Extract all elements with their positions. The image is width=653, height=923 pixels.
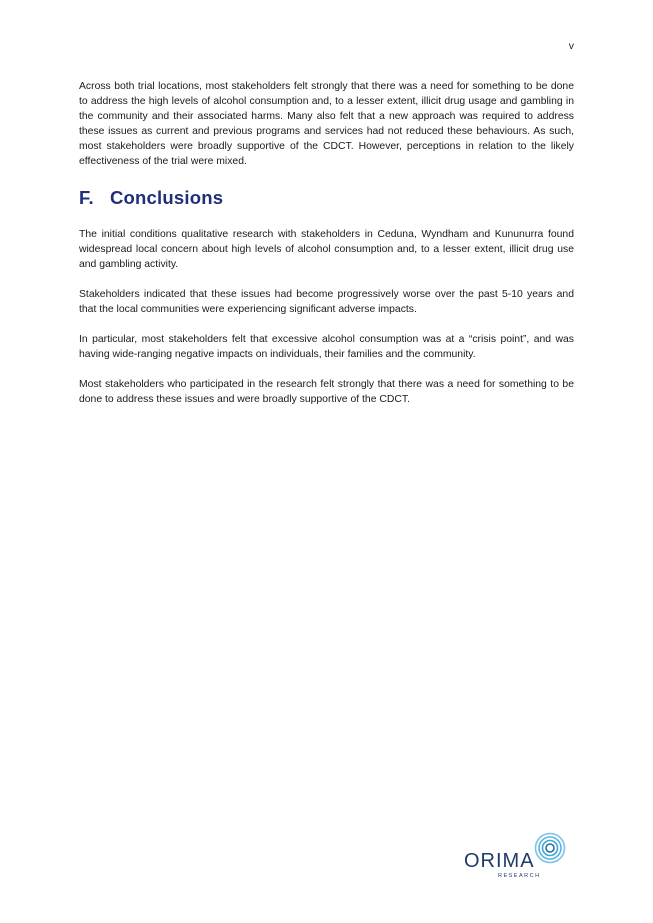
page-number: v xyxy=(568,40,574,52)
logo-subtitle: RESEARCH xyxy=(498,873,541,879)
logo-rings-icon xyxy=(534,832,566,864)
conclusion-paragraph-2: Stakeholders indicated that these issues had become progressively worse over the past 5-10 years and that the local communities were experiencing significant adverse impacts. xyxy=(79,289,574,315)
conclusion-paragraph-4: Most stakeholders who participated in the research felt strongly that there was a need for something to be done to address these issues and were broadly supportive of the CDCT. xyxy=(79,379,574,405)
section-number: F. xyxy=(79,187,94,208)
section-title: Conclusions xyxy=(110,187,224,208)
intro-paragraph: Across both trial locations, most stakeholders felt strongly that there was a need for something to be done to address the high levels of alcohol consumption and, to a lesser extent, illicit drug usage and gambling in the community and their associated harms. Many also felt that a new approach was required to address these issues as current and previous programs and services had not reduced these behaviours. As such, most stakeholders were broadly supportive of the CDCT. However, perceptions in relation to the likely effectiveness of the trial were mixed. xyxy=(79,81,574,167)
document-body xyxy=(79,79,574,422)
logo-wordmark: ORIMA xyxy=(464,850,535,872)
section-heading xyxy=(79,187,574,209)
conclusion-paragraph-1: The initial conditions qualitative research with stakeholders in Ceduna, Wyndham and Kununurra found widespread local concern about high levels of alcohol consumption and, to a lesser extent, illicit drug use and gambling activity. xyxy=(79,229,574,270)
conclusion-paragraph-3: In particular, most stakeholders felt that excessive alcohol consumption was at a “crisis point”, and was having wide-ranging negative impacts on individuals, their families and the community. xyxy=(79,334,574,360)
orima-logo xyxy=(464,832,574,884)
